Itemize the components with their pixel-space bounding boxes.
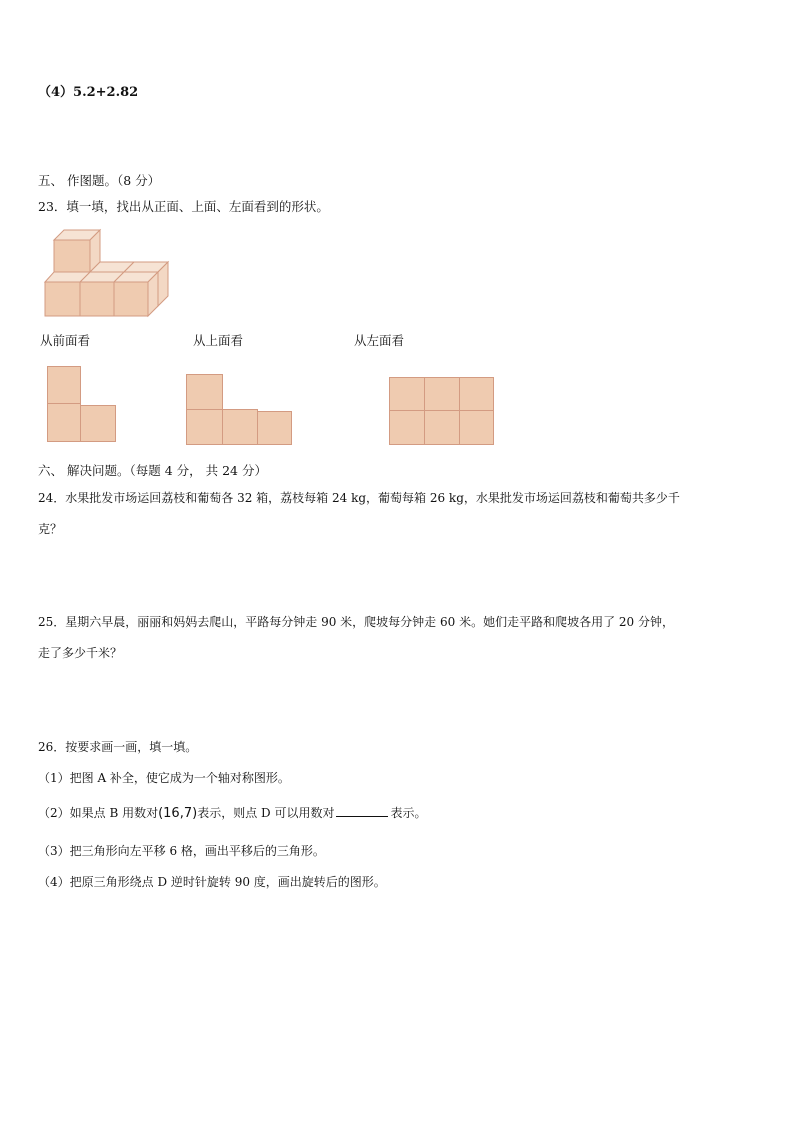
- q24-text-line1: 24．水果批发市场运回荔枝和葡萄各 32 箱，荔枝每箱 24 kg，葡萄每箱 26 kg，水果批发市场运回荔枝和葡萄共多少千: [38, 491, 680, 505]
- q26-sub2-before: （2）如果点 B 用数对: [38, 806, 159, 820]
- view-square: [460, 411, 494, 445]
- view-label-left: 从左面看: [354, 333, 405, 348]
- q26-sub2-middle: 表示，则点 D 可以用数对: [197, 806, 335, 820]
- left-view-figure: [389, 377, 499, 449]
- q26-sub1: （1）把图 A 补全，使它成为一个轴对称图形。: [38, 771, 290, 785]
- view-square: [223, 410, 258, 445]
- q26-sub2-after: 表示。: [390, 806, 427, 820]
- q26-heading: 26．按要求画一画，填一填。: [38, 740, 198, 754]
- q4-expression: （4）5.2+2.82: [38, 85, 139, 100]
- view-square: [81, 406, 116, 442]
- q26-sub4: （4）把原三角形绕点 D 逆时针旋转 90 度，画出旋转后的图形。: [38, 875, 386, 889]
- answer-blank[interactable]: [336, 804, 388, 817]
- front-view-figure: [47, 366, 127, 446]
- view-square: [425, 411, 460, 445]
- coordinate-pair-b: (16,7): [158, 806, 198, 821]
- cube-front-face: [80, 282, 114, 316]
- cube-stack-figure: [40, 226, 180, 321]
- q24-text-line2: 克？: [38, 522, 63, 536]
- cube-front-face: [45, 282, 80, 316]
- view-square: [390, 411, 425, 445]
- view-square: [187, 410, 223, 445]
- view-square: [187, 375, 223, 410]
- view-square: [48, 404, 81, 442]
- section5-heading: 五、 作图题。（8 分）: [38, 173, 161, 188]
- view-square: [390, 378, 425, 411]
- cube-front-face: [114, 282, 148, 316]
- section6-heading: 六、 解决问题。（每题 4 分， 共 24 分）: [38, 463, 267, 478]
- q25-text-line2: 走了多少千米？: [38, 646, 123, 660]
- cube-front-face: [54, 240, 90, 272]
- q26-sub3: （3）把三角形向左平移 6 格，画出平移后的三角形。: [38, 844, 325, 858]
- view-square: [425, 378, 460, 411]
- view-label-front: 从前面看: [40, 333, 91, 348]
- q26-sub2: [38, 804, 426, 822]
- view-square: [460, 378, 494, 411]
- q23-text: 23．填一填，找出从正面、上面、左面看到的形状。: [38, 199, 329, 214]
- view-label-top: 从上面看: [193, 333, 244, 348]
- q25-text-line1: 25．星期六早晨，丽丽和妈妈去爬山，平路每分钟走 90 米，爬坡每分钟走 60 米。她们走平路和爬坡各用了 20 分钟，: [38, 615, 674, 629]
- view-square: [258, 412, 292, 445]
- top-view-figure: [186, 374, 296, 449]
- view-square: [48, 367, 81, 404]
